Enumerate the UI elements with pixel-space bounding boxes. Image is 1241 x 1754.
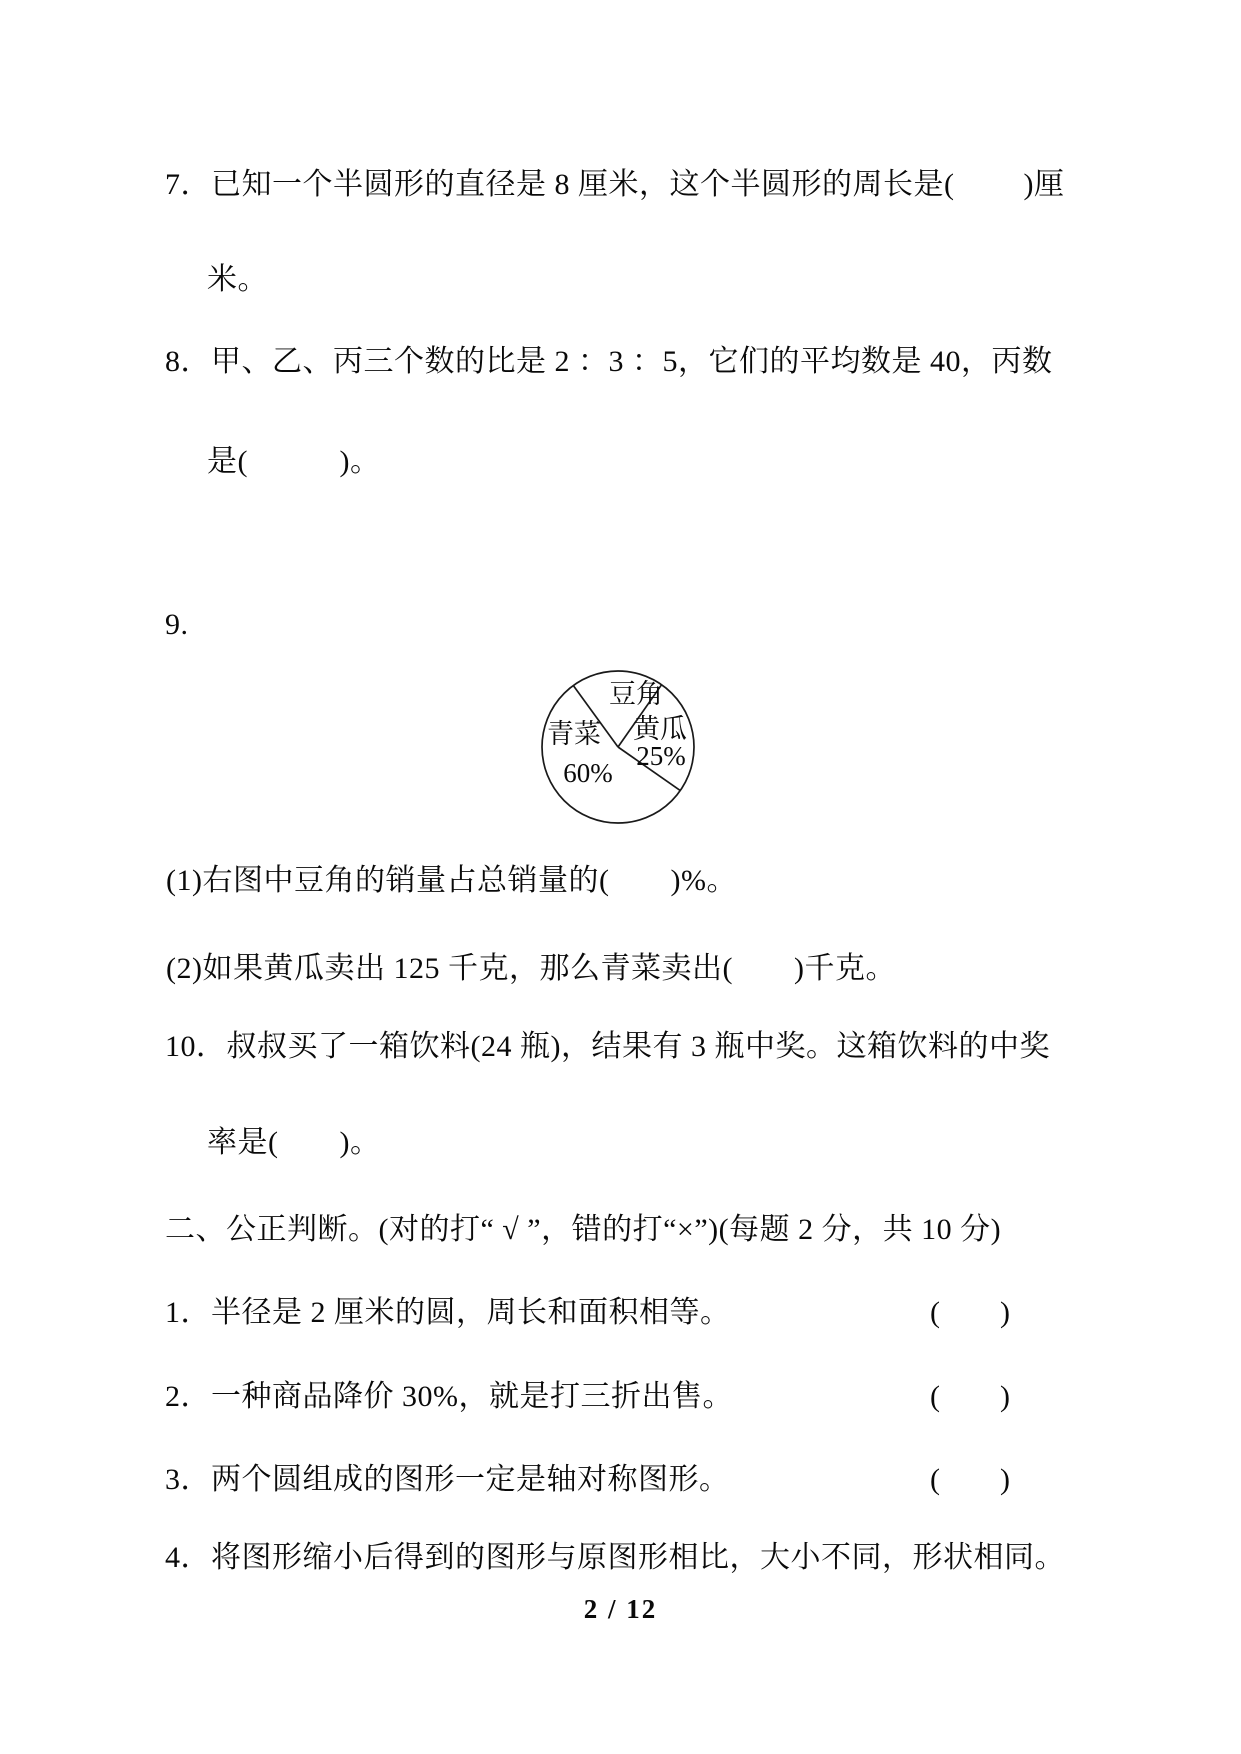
pie-label-huanggua-pct: 25% [636, 741, 686, 771]
page-number: 2 / 12 [583, 1594, 658, 1624]
q9-pie-chart-figure [533, 663, 703, 833]
question-8-line-2: 是( )。 [207, 445, 381, 478]
pie-label-doujiao: 豆角 [609, 679, 663, 709]
question-10-line-2: 率是( )。 [207, 1126, 381, 1159]
question-7-line-1: 7．已知一个半圆形的直径是 8 厘米，这个半圆形的周长是( )厘 [165, 168, 1065, 201]
pie-label-qingcai-pct: 60% [563, 758, 613, 788]
section-2-header: 二、公正判断。(对的打“ √ ”，错的打“×”)(每题 2 分，共 10 分) [165, 1213, 1002, 1246]
judgment-item-4: 4．将图形缩小后得到的图形与原图形相比，大小不同，形状相同。 [165, 1541, 1065, 1574]
question-7-line-2: 米。 [207, 263, 268, 296]
question-9-sub-2: (2)如果黄瓜卖出 125 千克，那么青菜卖出( )千克。 [166, 952, 896, 985]
question-10-line-1: 10．叔叔买了一箱饮料(24 瓶)，结果有 3 瓶中奖。这箱饮料的中奖 [165, 1030, 1050, 1063]
judgment-item-1-answer-slot: ( ) [930, 1296, 1010, 1329]
judgment-item-2-answer-slot: ( ) [930, 1380, 1010, 1413]
judgment-item-3: 3．两个圆组成的图形一定是轴对称图形。 [165, 1463, 730, 1496]
question-9-number: 9. [165, 608, 189, 641]
question-8-line-1: 8．甲、乙、丙三个数的比是 2 ：3 ：5，它们的平均数是 40，丙数 [165, 345, 1053, 378]
pie-label-qingcai: 青菜 [547, 719, 601, 749]
pie-chart [533, 663, 703, 833]
judgment-item-1: 1．半径是 2 厘米的圆，周长和面积相等。 [165, 1296, 731, 1329]
pie-label-huanggua: 黄瓜 [633, 714, 687, 744]
judgment-item-2: 2．一种商品降价 30%，就是打三折出售。 [165, 1380, 733, 1413]
judgment-item-3-answer-slot: ( ) [930, 1463, 1010, 1496]
question-9-sub-1: (1)右图中豆角的销量占总销量的( )%。 [166, 864, 737, 897]
